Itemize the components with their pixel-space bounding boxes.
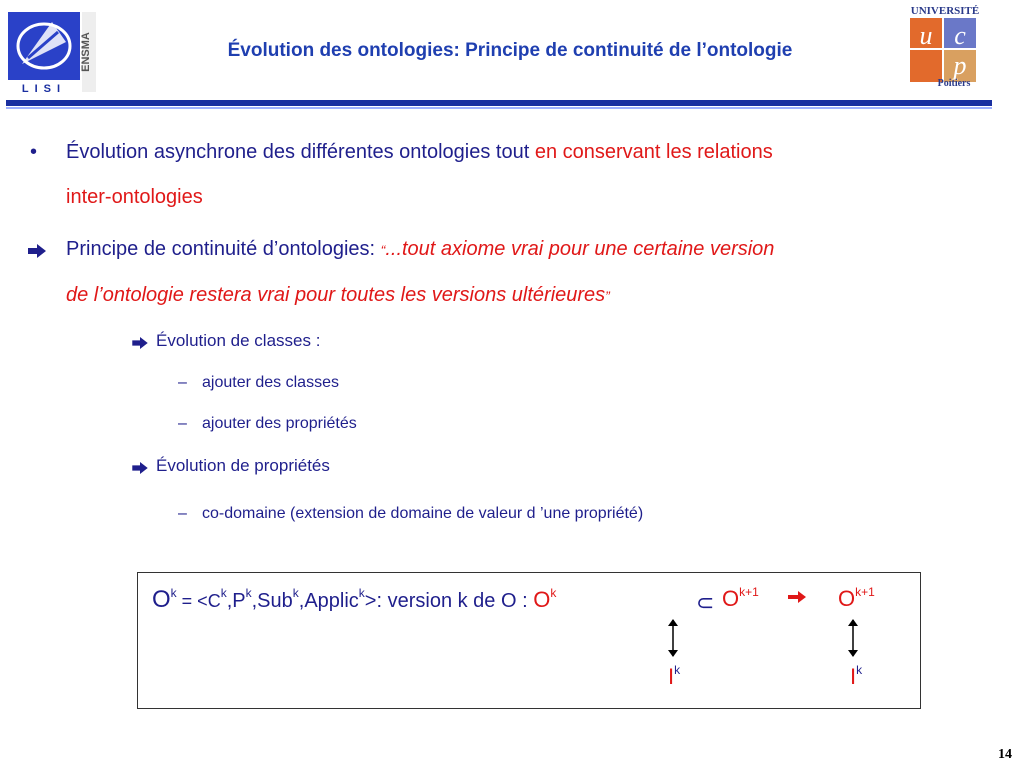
dash-marker: – bbox=[178, 374, 187, 391]
instance-label: $I^k$ bbox=[850, 662, 863, 689]
instance-label: $I^k$ bbox=[668, 662, 681, 689]
slide-title: Évolution des ontologies: Principe de continuité de l’ontologie bbox=[227, 40, 793, 61]
lisi-ensma-logo bbox=[8, 12, 98, 96]
dash-marker: – bbox=[178, 505, 187, 522]
bullet-1-text: Évolution asynchrone des différentes ontologies tout bbox=[66, 141, 535, 163]
svg-text:u: u bbox=[919, 21, 933, 50]
right-arrow-icon bbox=[788, 590, 806, 609]
quote-open: “ bbox=[380, 242, 386, 258]
sub-heading-classes: Évolution de classes : bbox=[156, 331, 321, 350]
right-arrow-icon bbox=[28, 244, 46, 263]
bullet-1 bbox=[66, 129, 1006, 175]
bullet-2 bbox=[66, 226, 1006, 273]
double-arrow-icon bbox=[666, 618, 680, 663]
bullet-2-quote-end: de l’ontologie restera vrai pour toutes les versions ultérieures bbox=[66, 284, 606, 306]
right-arrow-icon bbox=[132, 461, 148, 479]
list-item: ajouter des classes bbox=[202, 374, 339, 391]
bullet-2-quote: ...tout axiome vrai pour une certaine version bbox=[385, 238, 775, 260]
page-number: 14 bbox=[998, 747, 1012, 762]
universite-poitiers-logo bbox=[904, 2, 986, 88]
bullet-1-continuation: inter-ontologies bbox=[66, 186, 203, 208]
bullet-marker: • bbox=[30, 141, 38, 163]
bullet-2-text: Principe de continuité d’ontologies: bbox=[66, 238, 381, 260]
svg-text:c: c bbox=[954, 21, 966, 50]
evolved-version-label: $O^{k+1}$ bbox=[838, 584, 875, 611]
header-rule bbox=[6, 100, 992, 106]
list-item: co-domaine (extension de domaine de valeur d ’une propriété) bbox=[202, 505, 644, 522]
sub-heading-properties: Évolution de propriétés bbox=[156, 456, 330, 475]
svg-text:LISI: LISI bbox=[21, 83, 67, 95]
version-definition: $O^k$ = $<C^k,P^k,Sub^k,Applic^k>$: version k de O : $O^k$ bbox=[152, 585, 557, 613]
svg-text:Poitiers: Poitiers bbox=[937, 78, 971, 88]
bullet-1-highlight: en conservant les relations bbox=[534, 141, 773, 163]
list-item: ajouter des propriétés bbox=[202, 415, 357, 432]
svg-text:ENSMA: ENSMA bbox=[80, 32, 92, 72]
subset-symbol: ⊂ bbox=[696, 590, 715, 615]
svg-text:p: p bbox=[953, 51, 967, 80]
header-rule-shadow bbox=[6, 107, 992, 109]
bullet-2-continuation bbox=[66, 272, 610, 319]
svg-text:UNIVERSITÉ: UNIVERSITÉ bbox=[910, 5, 980, 17]
right-arrow-icon bbox=[132, 336, 148, 354]
dash-marker: – bbox=[178, 415, 187, 432]
double-arrow-icon bbox=[846, 618, 860, 663]
next-version-label: $O^{k+1}$ bbox=[722, 584, 759, 611]
quote-close: ” bbox=[605, 288, 610, 304]
